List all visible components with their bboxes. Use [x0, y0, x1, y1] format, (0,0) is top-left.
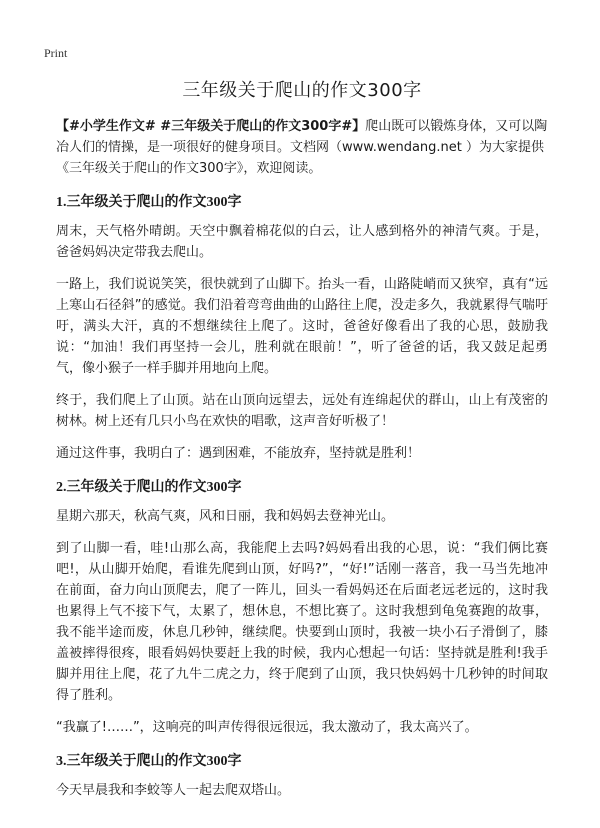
section-1-paragraph: 终于，我们爬上了山顶。站在山顶向远望去，远处有连绵起伏的群山，山上有茂密的树林。树上还有几只小鸟在欢快的唱歌，这声音好听极了！: [56, 393, 548, 429]
intro-tags: 【#小学生作文# #三年级关于爬山的作文300字#】: [56, 119, 366, 134]
print-label: Print: [44, 46, 68, 60]
document-body: [56, 76, 548, 812]
intro-paragraph: [56, 116, 548, 179]
section-2-paragraph: 到了山脚一看，哇!山那么高，我能爬上去吗?妈妈看出我的心思，说：“我们俩比赛吧!，从山脚开始爬，看谁先爬到山顶，好吗?”，“好!”话刚一落音，我一马当先地冲在前面，奋力向山顶爬去，爬了一阵儿，回头一看妈妈还在后面老远老远的，这时我也累得上气不接下气，太累了，想休息，不想比赛了。这时我想到龟兔赛跑的故事，我不能半途而废，休息几秒钟，继续爬。快要到山顶时，我被一块小石子滑倒了，膝盖被摔得很疼，眼看妈妈快要赶上我的时候，我内心想起一句话：坚持就是胜利!我手脚并用往上爬，花了九牛二虎之力，终于爬到了山顶，我只快妈妈十几秒钟的时间取得了胜利。: [56, 541, 548, 703]
section-heading-3: 3.三年级关于爬山的作文300字: [56, 754, 242, 769]
section-1-paragraph: 通过这件事，我明白了：遇到困难，不能放弃，坚持就是胜利！: [56, 446, 421, 461]
section-2-paragraph: “我赢了!……”，这响亮的叫声传得很远很远，我太激动了，我太高兴了。: [56, 720, 478, 735]
section-heading-1: 1.三年级关于爬山的作文300字: [56, 195, 242, 210]
section-heading-2: 2.三年级关于爬山的作文300字: [56, 480, 242, 495]
section-3-paragraph: 今天早晨我和李蛟等人一起去爬双塔山。: [56, 783, 291, 798]
section-1-paragraph: 一路上，我们说说笑笑，很快就到了山脚下。抬头一看，山路陡峭而又狭窄，真有“远上寒山石径斜”的感觉。我们沿着弯弯曲曲的山路往上爬，没走多久，我就累得气喘吁吁，满头大汗，真的不想继续往上爬了。这时，爸爸好像看出了我的心思，鼓励我说：“加油！我们再坚持一会儿，胜利就在眼前！”，听了爸爸的话，我又鼓足起勇气，像小猴子一样手脚并用地向上爬。: [56, 277, 548, 376]
section-1-paragraph: 周末，天气格外晴朗。天空中飘着棉花似的白云，让人感到格外的神清气爽。于是，爸爸妈妈决定带我去爬山。: [56, 224, 548, 260]
page-title: 三年级关于爬山的作文300字: [182, 80, 422, 101]
section-2-paragraph: 星期六那天，秋高气爽，风和日丽，我和妈妈去登神光山。: [56, 509, 395, 524]
intro-text: 爬山既可以锻炼身体，又可以陶冶人们的情操，是一项很好的健身项目。文档网（www.wendang.net ）为大家提供《三年级关于爬山的作文300字》，欢迎阅读。: [56, 119, 548, 176]
